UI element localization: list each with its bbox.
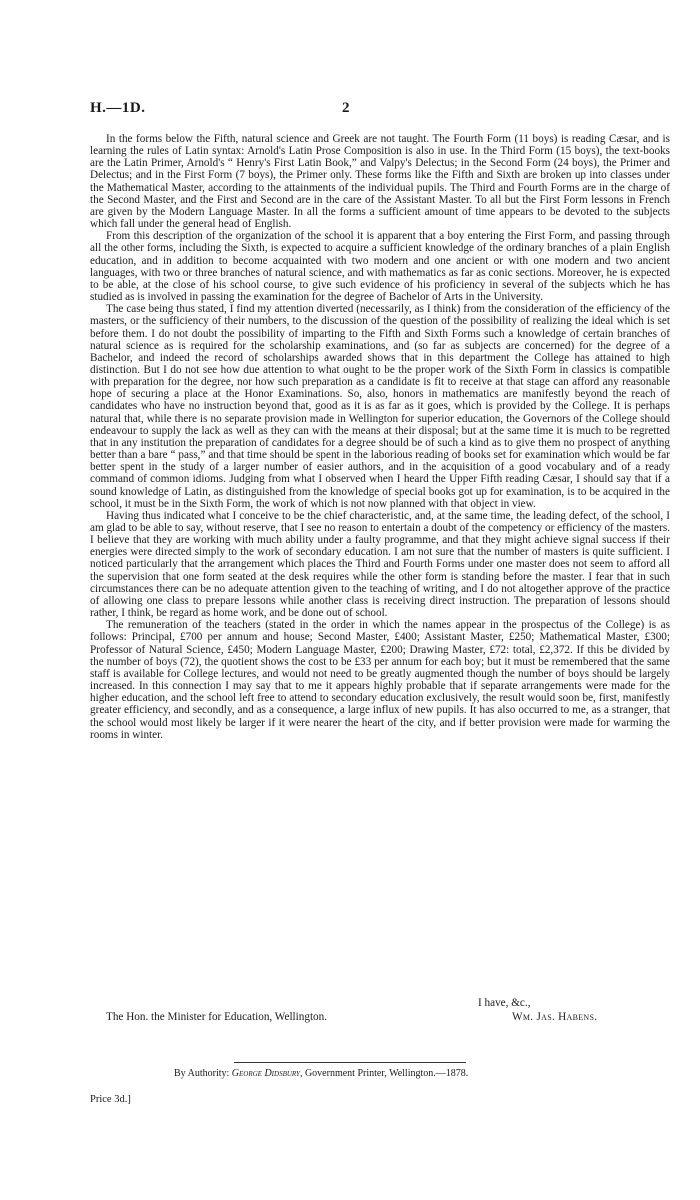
printer-imprint	[90, 1068, 670, 1084]
closing-phrase: I have, &c.,	[478, 997, 531, 1009]
printer-name: George Didsbury,	[231, 1068, 303, 1079]
imprint-prefix: By Authority:	[174, 1068, 230, 1079]
page-header	[90, 100, 670, 120]
page-number: 2	[342, 100, 350, 116]
paragraph-degree-preparation: The case being thus stated, I find my attention diverted (necessarily, as I think) from the consideration of the efficiency of the masters, or the sufficiency of their numbers, to the discussion of the question of the possibility of realizing the ideal which is set before them. I do not doubt the possibility of imparting to the Fifth and Sixth Forms such a knowledge of certain branches of natural science as is required for the scholarship examinations, and (so far as subjects are concerned) for the degree of a Bachelor, and indeed the record of scholarships awarded shows that in this department the College has attained to high distinction. But I do not see how due attention to what ought to be the proper work of the Sixth Form in classics is compatible with preparation for the degree, nor how such preparation as a candidate is fit to receive at that stage can afford any reasonable hope of securing a place at the Honor Examinations. So, also, honors in mathematics are manifestly beyond the reach of candidates who have no instruction beyond that, good as it is as far as it goes, which is provided by the College. It is perhaps natural that, while there is no separate provision made in Wellington for superior education, the Governors of the College should endeavour to supply the lack as well as they can with the means at their disposal; but at the same time it is much to be regretted that in any institution the preparation of candidates for a degree should be of such a kind as to give them no prospect of anything better than a bare “ pass,” and that time should be spent in the laborious reading of books set for examination which would be far better spent in the study of a larger number of easier authors, and in the acquisition of a good vocabulary and of a ready command of common idioms. Judging from what I observed when I heard the Upper Fifth reading Cæsar, I should say that if a sound knowledge of Latin, as distinguished from the knowledge of special books got up for examination, is to be acquired in the school, it must be in the Sixth Form, the work of which is not now planned with that object in view.	[90, 303, 670, 510]
document-code: H.—1D.	[90, 100, 146, 116]
report-body	[90, 133, 670, 741]
paragraph-school-organization: From this description of the organization of the school it is apparent that a boy entering the First Form, and passing through all the other forms, including the Sixth, is expected to acquire a sufficient knowledge of the ordinary branches of a plain English education, and in addition to become acquainted with two modern and one ancient or with one modern and two ancient languages, with two or three branches of natural science, and with mathematics as far as conic sections. Moreover, he is expected to be able, at the close of his school course, to give such evidence of his proficiency in several of the subjects which he has studied as is involved in passing the examination for the degree of Bachelor of Arts in the University.	[90, 230, 670, 304]
signature: Wm. Jas. Habens.	[512, 1011, 598, 1023]
paragraph-lower-forms: In the forms below the Fifth, natural science and Greek are not taught. The Fourth Form (11 boys) is reading Cæsar, and is learning the rules of Latin syntax: Arnold's Latin Prose Composition is also in use. In the Third Form (15 boys), the text-books are the Latin Primer, Arnold's “ Henry's First Latin Book,” and Valpy's Delectus; in the Second Form (24 boys), the Primer and Delectus; and in the First Form (7 boys), the Primer only. These forms like the Fifth and Sixth are broken up into classes under the Mathematical Master, according to the attainments of the individual pupils. The Third and Fourth Forms are in the charge of the Second Master, and the First and Second are in the care of the Assistant Master. To all but the First Form lessons in French are given by the Modern Language Master. In all the forms a sufficient amount of time appears to be devoted to the subjects which fall under the general head of English.	[90, 133, 670, 231]
imprint-suffix: Government Printer, Wellington.—1878.	[304, 1068, 469, 1079]
paragraph-remuneration: The remuneration of the teachers (stated in the order in which the names appear in the prospectus of the College) is as follows: Principal, £700 per annum and house; Second Master, £400; Assistant Master, £250; Mathematical Master, £300; Professor of Natural Science, £450; Modern Language Master, £200; Drawing Master, £72: total, £2,372. If this be divided by the number of boys (72), the quotient shows the cost to be £33 per annum for each boy; but it must be remembered that the same staff is available for College lectures, and would not need to be greatly augmented though the number of boys should be largely increased. In this connection I may say that to me it appears highly probable that if separate arrangements were made for the higher education, and the school left free to attend to secondary education exclusively, the result would soon be, first, manifestly greater efficiency, and secondly, and as a consequence, a large influx of new pupils. It has also occurred to me, as a stranger, that the school would most likely be larger if it were nearer the heart of the city, and if better provision were made for warming the rooms in winter.	[90, 619, 670, 741]
paragraph-masters-competency: Having thus indicated what I conceive to be the chief characteristic, and, at the same time, the leading defect, of the school, I am glad to be able to say, without reserve, that I see no reason to entertain a doubt of the competency or efficiency of the masters. I believe that they are working with much ability under a faulty programme, and that they might achieve signal success if their energies were directed simply to the work of secondary education. I am not sure that the number of masters is quite sufficient. I noticed particularly that the arrangement which places the Third and Fourth Forms under one master does not seem to afford all the supervision that one form seated at the desk requires while the other form is standing before the master. I fear that in such circumstances there can be no adequate attention given to the teaching of writing, and I do not altogether approve of the practice of allowing one class to prepare lessons while another class is receiving direct instruction. The preparation of lessons should rather, I think, be regard as home work, and be done out of school.	[90, 509, 670, 620]
imprint-line	[174, 1068, 468, 1079]
addressee: The Hon. the Minister for Education, Wellington.	[106, 1011, 328, 1023]
letter-signoff	[90, 997, 670, 1029]
footer-divider	[234, 1062, 466, 1063]
price-label: Price 3d.]	[90, 1094, 131, 1105]
